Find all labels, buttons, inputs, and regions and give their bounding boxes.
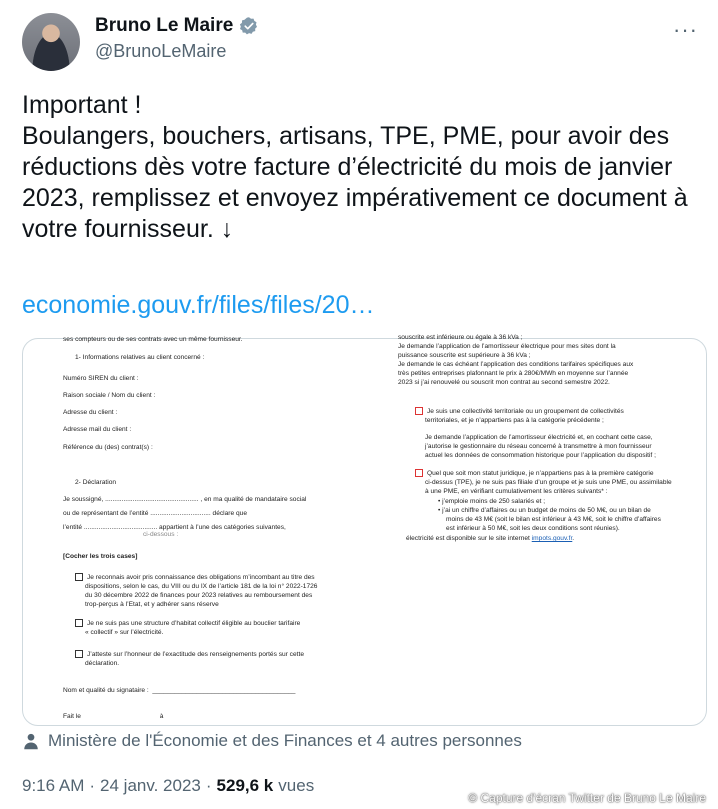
doc-right-footer [406,534,574,543]
case2-line2: « collectif » sur l’électricité. [85,629,164,636]
doc-field-siren: Numéro SIREN du client : [63,375,139,382]
doc-case-2 [75,619,345,637]
red-checkbox-3 [415,469,423,477]
checkbox-2 [75,619,83,627]
views-count: 529,6 k [216,776,274,795]
checkbox-3 [75,650,83,658]
right-top-line-2: Je demande l’application de l’amortisseur électrique pour mes sites dont la [398,343,616,350]
doc-field-raison: Raison sociale / Nom du client : [63,392,156,399]
doc-right-block2-italic [425,433,715,460]
document-right-column [398,333,698,387]
meta-separator: · [205,776,212,795]
mentions-text[interactable]: Ministère de l'Économie et des Finances et 4 autres personnes [48,731,522,750]
doc-cocher: [Cocher les trois cases] [63,553,138,560]
verified-badge-icon [239,16,259,36]
doc-section1: 1- Informations relatives au client concerné : [75,354,205,361]
avatar[interactable] [22,13,80,71]
author-name[interactable]: Bruno Le Maire [95,15,234,36]
case1-line3: du 30 décembre 2022 de finances pour 2023 relatives au remboursement des [85,592,313,599]
case1-line4: trop-perçus à l’Etat, et y adhérer sans réserve [85,601,219,608]
block3-line3: à une PME, en vérifiant cumulativement les critères suivants* : [425,488,608,495]
doc-right-block2 [415,407,705,425]
doc-signataire: Nom et qualité du signataire : _______________________________________ [63,687,296,694]
case2-line1: Je ne suis pas une structure d’habitat collectif éligible au bouclier tarifaire [87,620,301,627]
block3-line1: Quel que soit mon statut juridique, je n’appartiens pas à la première catégorie [427,470,654,477]
doc-fait: Fait le à [63,713,164,720]
doc-decl3: l’entité ........................................ appartient à l’une des catégories suivantes, [63,524,286,531]
right-top-line-4: Je demande le cas échéant l’application des conditions tarifaires spécifiques aux [398,361,634,368]
tweet-meta [22,776,314,796]
right-top-line-6: 2023 si j’ai renouvelé ou souscrit mon contrat au second semestre 2022. [398,379,610,386]
tweet-time[interactable]: 9:16 AM [22,776,85,795]
doc-section2: 2- Déclaration [75,479,117,486]
block2-italic-line1: Je demande l’application de l’amortisseur électricité et, en cochant cette case, [425,434,653,441]
doc-case-3 [75,650,345,668]
block2-line1: Je suis une collectivité territoriale ou un groupement de collectivités [427,408,624,415]
red-checkbox-2 [415,407,423,415]
bullet2-line3: est inférieur à 50 M€, soit les deux conditions sont réunies). [446,525,620,532]
block3-line2: ci-dessus (TPE), je ne suis pas filiale d’un groupe et je suis une PME, ou assimilable [425,479,672,486]
meta-separator: · [89,776,96,795]
block2-italic-line2: j’autorise le gestionnaire du réseau concerné à transmettre à mon fournisseur [425,443,652,450]
doc-right-bullets: • j’emploie moins de 250 salariés et ; • j’ai un chiffre d’affaires ou un budget de moins de 50 M€, ou un bilan de moins de 43 M€ (soit le bilan est inférieur à 43 M€, soit le chiffre d’affaires est inférieur à 50 M€, soit les deux conditions sont réunies). [438,497,708,533]
case1-line1: Je reconnais avoir pris connaissance des obligations m’incombant au titre des [87,574,315,581]
more-options-icon[interactable]: ··· [673,17,698,42]
tweet-link[interactable]: economie.gouv.fr/files/files/20… [22,291,375,319]
impots-link[interactable]: impots.gouv.fr [531,535,573,542]
bullet1: j’emploie moins de 250 salariés et ; [442,498,546,505]
block2-line2: territoriales, et je n’appartiens pas à la catégorie précédente ; [425,417,604,424]
doc-decl1: Je soussigné, ................................................... , en ma qualité de mandataire social [63,496,307,503]
doc-decl2: ou de représentant de l’entité ................................. déclare que [63,510,247,517]
doc-case-1 [75,573,345,609]
views-label: vues [278,776,315,795]
doc-field-adresse: Adresse du client : [63,409,118,416]
case3-line2: déclaration. [85,660,120,667]
mentions-row[interactable] [22,731,522,751]
footer-text: électricité est disponible sur le site internet [406,535,532,542]
author-name-row[interactable] [95,15,259,37]
bullet2-line1: j’ai un chiffre d’affaires ou un budget de moins de 50 M€, ou un bilan de [442,507,651,514]
block2-italic-line3: actuel les données de consommation historique pour l’application du dispositif ; [425,452,656,459]
doc-top-cut: ses compteurs ou de ses contrats avec un même fournisseur. [63,336,243,343]
checkbox-1 [75,573,83,581]
person-icon [22,732,40,750]
footer-end: . [572,535,575,542]
tweet-date[interactable]: 24 janv. 2023 [100,776,201,795]
screenshot-credit: © Capture d'écran Twitter de Bruno Le Maire [468,791,706,805]
tweet-header [22,13,698,73]
doc-decl4: ci-dessous : [143,531,179,538]
bullet2-line2: moins de 43 M€ (soit le bilan est inférieur à 43 M€, soit le chiffre d’affaires [446,516,661,523]
tweet-media-image[interactable] [22,334,707,726]
doc-field-contrat: Référence du (des) contrat(s) : [63,444,153,451]
doc-right-block3 [415,469,705,496]
doc-field-mail: Adresse mail du client : [63,426,132,433]
case1-line2: dispositions, selon le cas, du VIII ou du IX de l’article 181 de la loi n° 2022-1726 [85,583,318,590]
tweet-text: Important ! Boulangers, bouchers, artisans, TPE, PME, pour avoir des réductions dès votre facture d’électricité du mois de janvier 2023, remplissez et envoyez impérativement ce document à votre fournisseur. ↓ [22,91,688,243]
author-handle[interactable]: @BrunoLeMaire [95,41,227,61]
right-top-line-3: puissance souscrite est supérieure à 36 kVa ; [398,352,531,359]
right-top-line-5: très petites entreprises plafonnant le prix à 280€/MWh en moyenne sur l’année [398,370,629,377]
right-top-line-1: souscrite est inférieure ou égale à 36 kVa ; [398,334,523,341]
document-left-column [63,335,363,344]
case3-line1: J’atteste sur l’honneur de l’exactitude des renseignements portés sur cette [87,651,304,658]
